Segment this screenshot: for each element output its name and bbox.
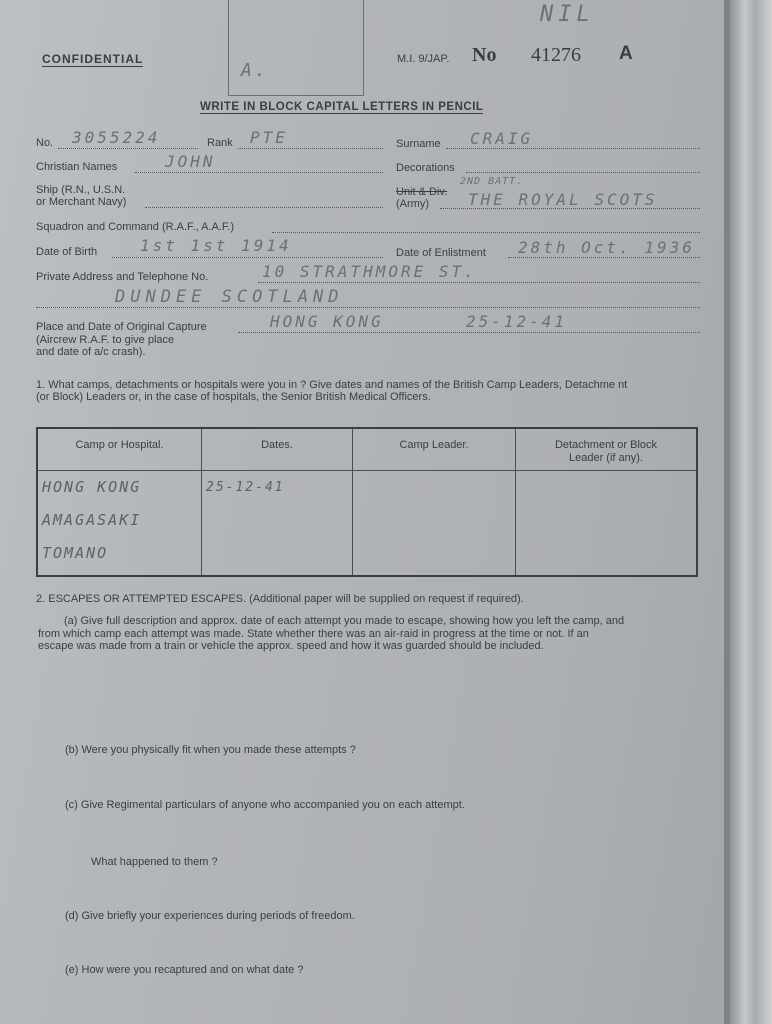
capture-label-3: and date of a/c crash).: [36, 346, 146, 358]
q2-title: 2. ESCAPES OR ATTEMPTED ESCAPES. (Additional paper will be supplied on request if required).: [36, 593, 524, 605]
rank-value: PTE: [250, 128, 288, 147]
classification-label: CONFIDENTIAL: [42, 52, 144, 66]
unit-value-1: 2ND BATT.: [460, 176, 524, 187]
address-value-2: DUNDEE SCOTLAND: [115, 287, 344, 307]
christian-names-value: JOHN: [165, 152, 216, 171]
nil-mark: NIL: [540, 2, 595, 27]
ship-label-2: or Merchant Navy): [36, 196, 127, 208]
camps-table: [36, 427, 698, 577]
service-no-label: No.: [36, 137, 54, 149]
leader-column: [353, 470, 516, 576]
dob-value: 1st 1st 1914: [140, 236, 292, 255]
surname-value: CRAIG: [470, 129, 534, 148]
instruction-heading: WRITE IN BLOCK CAPITAL LETTERS IN PENCIL: [200, 101, 484, 113]
detachment-column: [516, 470, 698, 576]
q2c2-text: What happened to them ?: [91, 856, 218, 868]
q2e-text: (e) How were you recaptured and on what date ?: [65, 964, 304, 976]
army-label: (Army): [396, 198, 429, 210]
series-letter: A: [619, 43, 633, 64]
address-value-1: 10 STRATHMORE ST.: [262, 262, 477, 281]
dates-column: [202, 470, 353, 576]
decorations-label: Decorations: [396, 162, 455, 174]
squadron-label: Squadron and Command (R.A.F., A.A.F.): [36, 221, 235, 233]
camp-column: [37, 470, 202, 576]
surname-label: Surname: [396, 138, 441, 150]
q1-text-2: (or Block) Leaders or, in the case of hospitals, the Senior British Medical Officers.: [36, 391, 431, 403]
capture-label-2: (Aircrew R.A.F. to give place: [36, 334, 175, 346]
camp-cell: AMAGASAKI: [42, 510, 142, 529]
capture-place: HONG KONG: [270, 312, 384, 331]
leader-cell: [353, 471, 515, 504]
christian-names-label: Christian Names: [36, 161, 118, 173]
q2a-text-1: (a) Give full description and approx. date of each attempt you made to escape, showing how you left the camp, and: [64, 615, 625, 627]
header-camp-leader: Camp Leader.: [353, 428, 516, 470]
address-label: Private Address and Telephone No.: [36, 271, 209, 283]
number-label: No: [472, 44, 497, 66]
q2d-text: (d) Give briefly your experiences during periods of freedom.: [65, 910, 355, 922]
q2a-text-2: from which camp each attempt was made. State whether there was an air-raid in progress at the time or not. If an: [38, 628, 589, 640]
header-detachment: Detachment or Block Leader (if any).: [516, 428, 698, 470]
rank-label: Rank: [207, 137, 233, 149]
header-dates: Dates.: [202, 428, 353, 470]
stamp-text: A.: [241, 60, 269, 81]
form-ref: M.I. 9/JAP.: [397, 53, 450, 65]
capture-date: 25-12-41: [466, 312, 568, 331]
detachment-cell: [516, 471, 696, 504]
header-camp: Camp or Hospital.: [37, 428, 202, 470]
unit-label: Unit & Div.: [396, 186, 448, 198]
page-edge: [730, 0, 772, 1024]
dates-cell: [202, 537, 352, 570]
q1-text-1: 1. What camps, detachments or hospitals were you in ? Give dates and names of the British Camp Leaders, Detachme nt: [36, 379, 628, 391]
page-edge-shadow: [724, 0, 730, 1024]
serial-number: 41276: [531, 44, 581, 66]
camp-cell: TOMANO: [42, 543, 109, 562]
unit-value-2: THE ROYAL SCOTS: [468, 190, 658, 209]
camp-cell: HONG KONG: [42, 477, 142, 496]
enlistment-value: 28th Oct. 1936: [518, 238, 695, 257]
dob-label: Date of Birth: [36, 246, 98, 258]
service-no-value: 3055224: [72, 128, 161, 147]
q2a-text-3: escape was made from a train or vehicle the approx. speed and how it was guarded should be included.: [38, 640, 544, 652]
q2b-text: (b) Were you physically fit when you made these attempts ?: [65, 744, 356, 756]
stamp-box: [228, 0, 364, 96]
ship-label-1: Ship (R.N., U.S.N.: [36, 184, 126, 196]
enlistment-label: Date of Enlistment: [396, 247, 486, 259]
capture-label-1: Place and Date of Original Capture: [36, 321, 207, 333]
dates-cell: 25-12-41: [206, 479, 285, 495]
dates-cell: [202, 504, 352, 537]
q2c-text: (c) Give Regimental particulars of anyone who accompanied you on each attempt.: [65, 799, 465, 811]
